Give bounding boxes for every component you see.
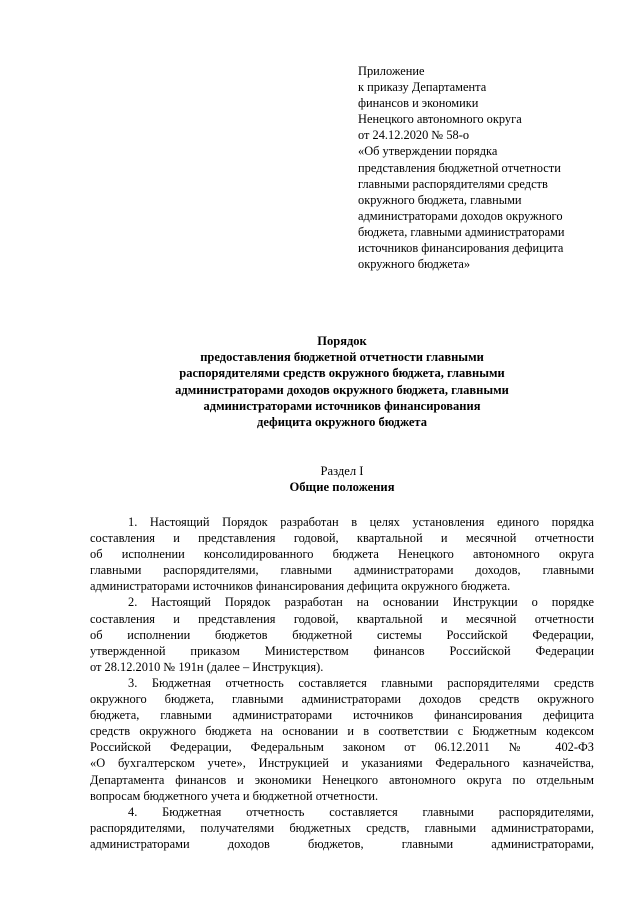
paragraph-line: об исполнении консолидированного бюджета Ненецкого автономного округа (90, 547, 594, 562)
paragraph-line: вопросам бюджетного учета и бюджетной отчетности. (90, 788, 379, 803)
appendix-line: Ненецкого автономного округа (358, 112, 522, 127)
paragraph-line: 1. Настоящий Порядок разработан в целях установления единого порядка (128, 515, 594, 529)
paragraph-line: окружного бюджета, главными администраторами доходов средств окружного (90, 692, 594, 707)
title-line: предоставления бюджетной отчетности главными (200, 350, 484, 365)
paragraph-line: 3. Бюджетная отчетность составляется главными распорядителями средств (128, 675, 594, 690)
appendix-line: к приказу Департамента (358, 80, 487, 95)
paragraph-line: бюджета, главными администраторами источников финансирования дефицита (90, 708, 594, 723)
appendix-header (358, 63, 608, 272)
paragraph-line: администраторами доходов бюджетов, главными администраторами, (90, 836, 594, 851)
title-line: распорядителями средств окружного бюджета, главными (179, 366, 505, 381)
paragraph-line: администраторами источников финансирования дефицита окружного бюджета. (90, 579, 511, 594)
appendix-line: представления бюджетной отчетности (358, 160, 561, 175)
paragraph-4 (90, 804, 594, 852)
paragraph-line: от 28.12.2010 № 191н (далее – Инструкция). (90, 659, 324, 674)
paragraph-line: средств окружного бюджета на основании и в соответствии с Бюджетным кодексом (90, 724, 594, 739)
paragraph-line: 2. Настоящий Порядок разработан на основании Инструкции о порядке (128, 595, 594, 610)
paragraph-line: главными распорядителями, главными администраторами доходов, главными (90, 563, 594, 578)
paragraph-2 (90, 594, 594, 674)
paragraph-line: утвержденной приказом Министерством финансов Российской Федерации (90, 643, 594, 658)
paragraph-line: об исполнении бюджетов бюджетной системы Российской Федерации, (90, 627, 594, 642)
appendix-line: Приложение (358, 64, 425, 78)
appendix-line: бюджета, главными администраторами (358, 224, 565, 239)
appendix-line: финансов и экономики (358, 96, 479, 111)
paragraph-line: «О бухгалтерском учете», Инструкцией и указаниями Федерального казначейства, (90, 756, 594, 771)
paragraph-3 (90, 675, 594, 804)
appendix-line: главными распорядителями средств (358, 176, 548, 191)
appendix-line: источников финансирования дефицита (358, 241, 564, 256)
appendix-line: «Об утверждении порядка (358, 144, 498, 159)
title-line: Порядок (317, 334, 367, 348)
title-line: администраторами доходов окружного бюджета, главными (175, 382, 509, 397)
paragraph-line: 4. Бюджетная отчетность составляется главными распорядителями, (128, 804, 594, 819)
paragraph-line: распорядителями, получателями бюджетных средств, главными администраторами, (90, 820, 594, 835)
paragraph-line: составления и представления годовой, квартальной и месячной отчетности (90, 611, 594, 626)
document-title (90, 333, 594, 430)
appendix-line: окружного бюджета» (358, 257, 471, 272)
title-line: дефицита окружного бюджета (257, 415, 427, 430)
paragraph-line: Российской Федерации, Федеральным законом от 06.12.2011 № 402-ФЗ (90, 740, 594, 755)
appendix-line: администраторами доходов окружного (358, 208, 563, 223)
paragraph-line: составления и представления годовой, квартальной и месячной отчетности (90, 531, 594, 546)
paragraph-line: Департамента финансов и экономики Ненецкого автономного округа по отдельным (90, 772, 594, 787)
appendix-line: окружного бюджета, главными (358, 192, 522, 207)
section-heading (90, 463, 594, 495)
section-number: Раздел I (320, 464, 364, 478)
document-body (90, 514, 594, 852)
paragraph-1 (90, 514, 594, 594)
title-line: администраторами источников финансирования (203, 398, 481, 413)
section-name: Общие положения (289, 480, 395, 495)
appendix-line: от 24.12.2020 № 58-о (358, 128, 470, 143)
